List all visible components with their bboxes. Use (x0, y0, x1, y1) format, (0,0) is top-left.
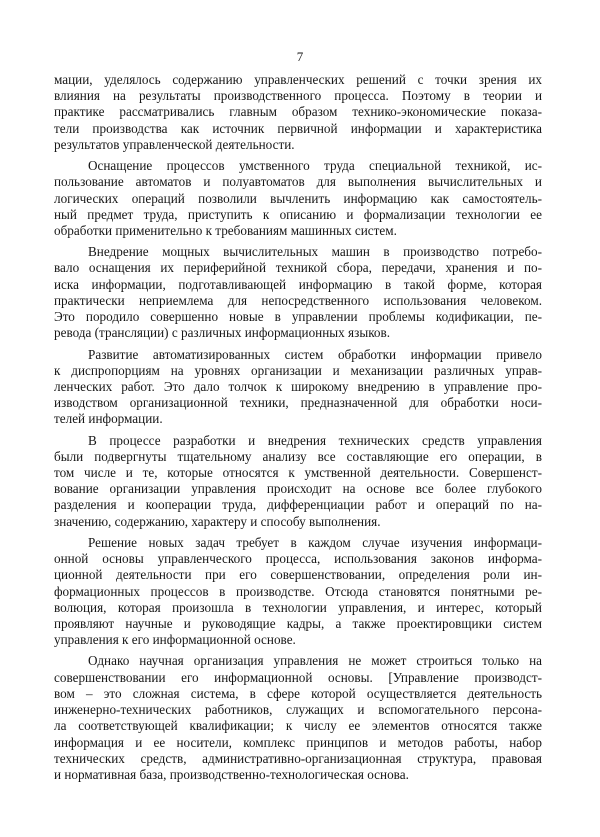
text-line: разделения и кооперации труда, дифференциации работ и операций по на- (54, 497, 542, 513)
text-line: инженерно-технических работников, служащих и вспомогательного персона- (54, 702, 542, 718)
text-line: ный предмет труда, приступить к описанию и формализации технологии ее (54, 206, 542, 222)
text-line: управления к его информационной основе. (54, 632, 296, 648)
text-line: влияния на результаты производственного процесса. Поэтому в теории и (54, 88, 542, 104)
text-line: Развитие автоматизированных систем обработки информации привело (88, 346, 542, 362)
text-line: логических операций позволили вычленить информацию как самостоятель- (54, 190, 542, 206)
text-line: проявляют научные и руководящие кадры, а также проектировщики систем (54, 616, 542, 631)
text-line: Решение новых задач требует в каждом случае изучения информаци- (88, 534, 542, 550)
text-line: вом – это сложная система, в сфере которой осуществляется деятельность (54, 685, 542, 701)
text-line: к диспропорциям на уровнях организации и механизации различных управ- (54, 362, 542, 378)
text-line: изводством организационной техники, предназначенной для обработки носи- (54, 395, 542, 411)
page-number: 7 (296, 49, 304, 64)
paragraph-7 (54, 653, 542, 783)
text-line: ционной деятельности при его совершенствовании, определения роли ин- (54, 567, 542, 583)
text-line: ленческих работ. Это дало толчок к широкому внедрению в управление про- (54, 378, 542, 394)
paragraph-3 (54, 244, 542, 341)
text-line: волюция, которая произошла в технологии управления, и интерес, который (54, 599, 542, 615)
text-line: ла соответствующей квалификации; к числу ее элементов относятся также (54, 718, 542, 734)
text-line: мации, уделялось содержанию управленческих решений с точки зрения их (54, 72, 542, 87)
text-line: иска информации, подготавливающей информацию в такой форме, которая (54, 276, 542, 292)
text-line: технических средств, административно-организационная структура, правовая (54, 750, 542, 766)
text-line: Однако научная организация управления не может строиться только на (88, 653, 542, 669)
text-line: пользование автоматов и полуавтоматов для выполнения вычислительных и (54, 174, 542, 190)
text-line: практически неприемлема для непосредственного использования человеком. (54, 292, 542, 308)
body-text (54, 72, 542, 783)
text-line: формационных процессов в производстве. Отсюда становятся понятными ре- (54, 583, 542, 599)
text-line: том числе и те, которые относятся к умственной деятельности. Совершенст- (54, 465, 542, 481)
text-line: информация и ее носители, комплекс принципов и методов работы, набор (54, 734, 542, 750)
text-line: результатов управленческой деятельности. (54, 136, 295, 152)
text-line: онной основы управленческого процесса, использования законов информа- (54, 551, 542, 567)
text-line: вало оснащения их периферийной техникой сбора, передачи, хранения и по- (54, 260, 542, 276)
text-line: Оснащение процессов умственного труда специальной техникой, ис- (88, 158, 542, 174)
text-line: Внедрение мощных вычислительных машин в производство потребо- (88, 244, 542, 260)
text-line: телей информации. (54, 411, 163, 427)
text-line: были подвергнуты тщательному анализу все составляющие его операции, в (54, 448, 542, 464)
text-line: обработки применительно к требованиям машинных систем. (54, 222, 397, 238)
paragraph-1 (54, 72, 542, 153)
text-line: совершенствовании его информационной основы. [Управление производст- (54, 669, 542, 685)
text-line: В процессе разработки и внедрения технических средств управления (88, 432, 542, 448)
text-line: Это породило совершенно новые в управлении проблемы кодификации, пе- (54, 309, 542, 325)
text-line: практике рассматривались главным образом технико-экономические показа- (54, 104, 542, 120)
paragraph-6 (54, 535, 542, 649)
text-line: и нормативная база, производственно-технологическая основа. (54, 766, 409, 782)
paragraph-2 (54, 158, 542, 239)
paragraph-4 (54, 347, 542, 428)
text-line: значению, содержанию, характеру и способу выполнения. (54, 513, 381, 529)
text-line: ревода (трансляции) с различных информационных языков. (54, 325, 391, 341)
text-line: тели производства как источник первичной информации и характеристика (54, 120, 542, 136)
paragraph-5 (54, 433, 542, 530)
text-line: вование организации управления происходит на основе все более глубокого (54, 481, 542, 497)
